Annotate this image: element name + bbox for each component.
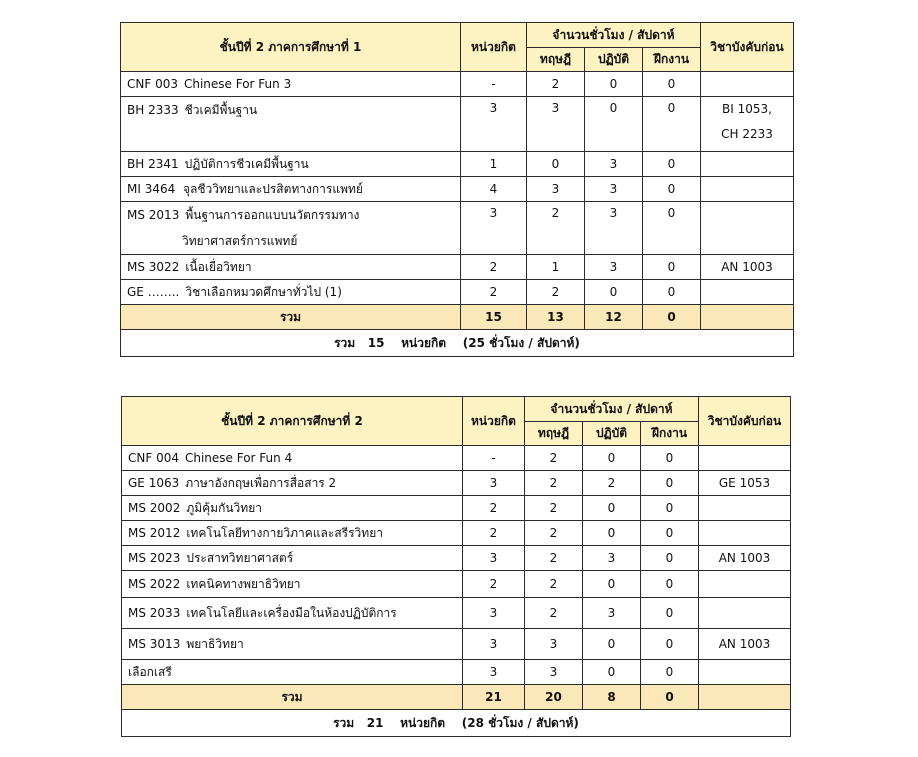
- course-credits: 3: [461, 97, 527, 152]
- sum-row: [121, 305, 794, 330]
- total-row: [121, 330, 794, 357]
- course-practice: 3: [585, 177, 643, 202]
- course-training: 0: [643, 202, 701, 255]
- header-credits: หน่วยกิต: [461, 23, 527, 72]
- header-title: ชั้นปีที่ 2 ภาคการศึกษาที่ 2: [122, 397, 463, 446]
- header-prereq: วิชาบังคับก่อน: [701, 23, 794, 72]
- header-training: ฝึกงาน: [641, 422, 699, 446]
- table-row: [121, 202, 794, 255]
- course-name: เทคนิคทางพยาธิวิทยา: [186, 576, 301, 591]
- course-credits: 3: [463, 546, 525, 571]
- course-training: 0: [643, 72, 701, 97]
- total-summary: รวม 21 หน่วยกิต (28 ชั่วโมง / สัปดาห์): [122, 710, 791, 737]
- course-name: ภาษาอังกฤษเพื่อการสื่อสาร 2: [185, 475, 337, 490]
- course-prereq: [699, 496, 791, 521]
- course-credits: 2: [463, 521, 525, 546]
- course-prereq: [701, 177, 794, 202]
- table-row: [122, 629, 791, 660]
- course-credits: 3: [463, 598, 525, 629]
- course-theory: 3: [525, 629, 583, 660]
- course-theory: 2: [527, 72, 585, 97]
- course-practice: 2: [583, 471, 641, 496]
- course-name: ชีวเคมีพื้นฐาน: [184, 103, 258, 117]
- course-training: 0: [643, 280, 701, 305]
- table-row: [121, 177, 794, 202]
- course-code: MS 3013: [128, 636, 181, 651]
- course-training: 0: [643, 97, 701, 152]
- course-code: GE 1063: [128, 475, 180, 490]
- course-credits: -: [461, 72, 527, 97]
- course-name: Chinese For Fun 4: [184, 451, 293, 465]
- course-code: BH 2333: [127, 103, 179, 117]
- course-training: 0: [641, 598, 699, 629]
- course-prereq: GE 1053: [699, 471, 791, 496]
- course-code: MS 2033: [128, 605, 181, 620]
- course-prereq: [701, 280, 794, 305]
- course-name: ปฏิบัติการชีวเคมีพื้นฐาน: [184, 156, 309, 171]
- course-practice: 3: [583, 598, 641, 629]
- course-training: 0: [643, 152, 701, 177]
- table-row: [121, 255, 794, 280]
- course-theory: 3: [527, 97, 585, 152]
- course-code: MS 2002: [128, 500, 181, 515]
- table-row: [122, 496, 791, 521]
- semester-2-table: [121, 396, 791, 737]
- sum-theory: 13: [527, 305, 585, 330]
- table-row: [122, 546, 791, 571]
- course-credits: 1: [461, 152, 527, 177]
- course-name: เทคโนโลยีทางกายวิภาคและสรีรวิทยา: [186, 525, 383, 540]
- header-title: ชั้นปีที่ 2 ภาคการศึกษาที่ 1: [121, 23, 461, 72]
- course-theory: 2: [525, 521, 583, 546]
- course-code: GE ……..: [127, 284, 180, 299]
- header-practice: ปฏิบัติ: [583, 422, 641, 446]
- course-code: BH 2341: [127, 156, 179, 171]
- course-code: MS 3022: [127, 259, 180, 274]
- course-theory: 0: [527, 152, 585, 177]
- course-theory: 2: [527, 280, 585, 305]
- sum-training: 0: [641, 685, 699, 710]
- total-row: [122, 710, 791, 737]
- course-code: CNF 003: [127, 77, 178, 91]
- sum-label: รวม: [122, 685, 463, 710]
- course-prereq: AN 1003: [701, 255, 794, 280]
- table-row: [121, 72, 794, 97]
- course-training: 0: [641, 546, 699, 571]
- sum-practice: 8: [583, 685, 641, 710]
- course-prereq: [699, 521, 791, 546]
- header-training: ฝึกงาน: [643, 48, 701, 72]
- course-prereq: BI 1053,: [722, 102, 772, 116]
- course-theory: 1: [527, 255, 585, 280]
- header-theory: ทฤษฎี: [527, 48, 585, 72]
- course-credits: 3: [463, 471, 525, 496]
- course-credits: 2: [461, 280, 527, 305]
- course-prereq: [701, 202, 794, 255]
- course-prereq: [699, 660, 791, 685]
- course-training: 0: [641, 521, 699, 546]
- header-prereq: วิชาบังคับก่อน: [699, 397, 791, 446]
- course-practice: 3: [585, 152, 643, 177]
- course-practice: 0: [583, 496, 641, 521]
- header-practice: ปฏิบัติ: [585, 48, 643, 72]
- course-prereq: AN 1003: [699, 546, 791, 571]
- course-practice: 0: [583, 446, 641, 471]
- course-practice: 0: [585, 72, 643, 97]
- header-hours-group: จำนวนชั่วโมง / สัปดาห์: [527, 23, 701, 48]
- course-theory: 3: [525, 660, 583, 685]
- sum-credits: 15: [461, 305, 527, 330]
- course-name-line2: วิทยาศาสตร์การแพทย์: [182, 234, 298, 248]
- sum-label: รวม: [121, 305, 461, 330]
- total-summary: รวม 15 หน่วยกิต (25 ชั่วโมง / สัปดาห์): [121, 330, 794, 357]
- course-training: 0: [641, 446, 699, 471]
- course-theory: 2: [525, 446, 583, 471]
- course-code: MS 2023: [128, 550, 181, 565]
- course-practice: 3: [583, 546, 641, 571]
- course-theory: 2: [525, 546, 583, 571]
- header-theory: ทฤษฎี: [525, 422, 583, 446]
- course-practice: 0: [583, 521, 641, 546]
- course-prereq: [701, 152, 794, 177]
- course-name: ภูมิคุ้มกันวิทยา: [186, 500, 262, 515]
- table-row: [122, 446, 791, 471]
- course-practice: 0: [585, 280, 643, 305]
- table-row: [121, 280, 794, 305]
- course-credits: 3: [461, 202, 527, 255]
- course-training: 0: [641, 496, 699, 521]
- course-credits: 2: [463, 496, 525, 521]
- course-theory: 2: [527, 202, 585, 255]
- course-prereq: [699, 571, 791, 598]
- course-name: ประสาทวิทยาศาสตร์: [186, 550, 294, 565]
- semester-1-table: [120, 22, 794, 357]
- sum-row: [122, 685, 791, 710]
- sum-practice: 12: [585, 305, 643, 330]
- header-credits: หน่วยกิต: [463, 397, 525, 446]
- course-training: 0: [641, 629, 699, 660]
- table-row: [121, 152, 794, 177]
- course-code: MS 2013: [127, 208, 180, 222]
- course-name: เทคโนโลยีและเครื่องมือในห้องปฏิบัติการ: [186, 605, 397, 620]
- course-credits: -: [463, 446, 525, 471]
- course-training: 0: [641, 660, 699, 685]
- table-row: [122, 598, 791, 629]
- course-training: 0: [641, 571, 699, 598]
- course-code: MS 2012: [128, 525, 181, 540]
- course-practice: 0: [583, 660, 641, 685]
- course-credits: 2: [461, 255, 527, 280]
- course-prereq-line2: CH 2233: [721, 127, 773, 141]
- course-practice: 3: [585, 255, 643, 280]
- course-practice: 0: [583, 629, 641, 660]
- course-name: พยาธิวิทยา: [186, 636, 244, 651]
- course-credits: 2: [463, 571, 525, 598]
- course-training: 0: [643, 255, 701, 280]
- sum-credits: 21: [463, 685, 525, 710]
- course-training: 0: [643, 177, 701, 202]
- course-prereq: [701, 72, 794, 97]
- table-row: [122, 571, 791, 598]
- course-practice: 3: [585, 202, 643, 255]
- table-row: [122, 471, 791, 496]
- course-theory: 3: [527, 177, 585, 202]
- course-theory: 2: [525, 471, 583, 496]
- course-name: Chinese For Fun 3: [183, 77, 292, 91]
- course-prereq: [699, 446, 791, 471]
- course-theory: 2: [525, 598, 583, 629]
- course-name: เนื้อเยื่อวิทยา: [185, 259, 252, 274]
- course-code: MS 2022: [128, 576, 181, 591]
- sum-training: 0: [643, 305, 701, 330]
- course-theory: 2: [525, 571, 583, 598]
- course-name: จุลชีววิทยาและปรสิตทางการแพทย์: [183, 181, 363, 196]
- course-theory: 2: [525, 496, 583, 521]
- sum-theory: 20: [525, 685, 583, 710]
- course-credits: 3: [463, 629, 525, 660]
- header-hours-group: จำนวนชั่วโมง / สัปดาห์: [525, 397, 699, 422]
- course-training: 0: [641, 471, 699, 496]
- table-row: [121, 97, 794, 152]
- course-practice: 0: [583, 571, 641, 598]
- table-row: [122, 660, 791, 685]
- course-code: CNF 004: [128, 451, 179, 465]
- course-prereq: [699, 598, 791, 629]
- course-credits: 3: [463, 660, 525, 685]
- course-name: วิชาเลือกหมวดศึกษาทั่วไป (1): [185, 284, 342, 299]
- course-credits: 4: [461, 177, 527, 202]
- table-row: [122, 521, 791, 546]
- course-code: MI 3464: [127, 181, 176, 196]
- course-prereq: AN 1003: [699, 629, 791, 660]
- course-practice: 0: [585, 97, 643, 152]
- course-name: เลือกเสรี: [128, 664, 172, 679]
- course-name: พื้นฐานการออกแบบนวัตกรรมทาง: [185, 208, 360, 222]
